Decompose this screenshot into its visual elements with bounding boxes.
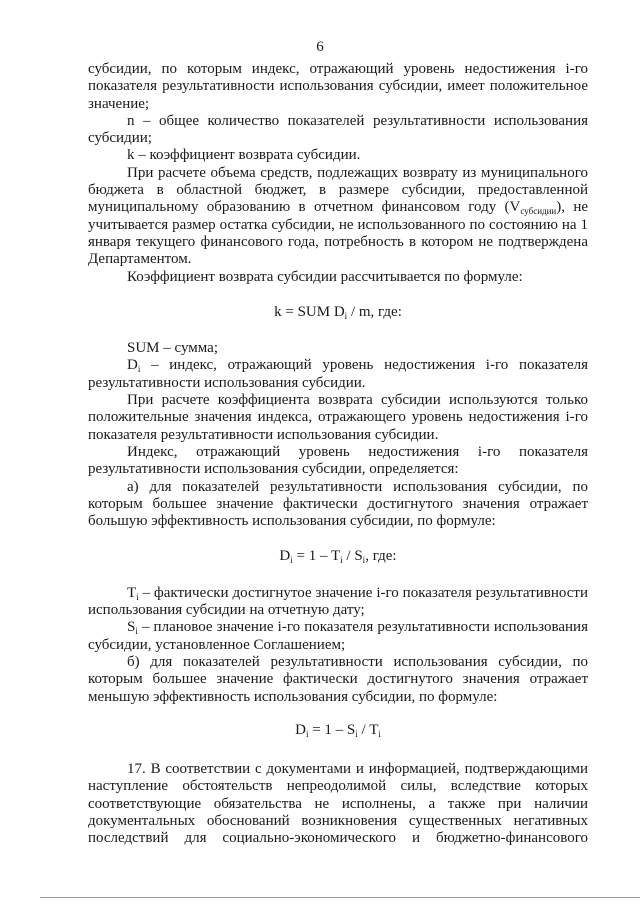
paragraph-ti-definition: $T_i$ – фактически достигнутое значение i-го показателя результативности использования субсидии на отчетную дату; [88,584,588,619]
paragraph-case-b: б) для показателей результативности использования субсидии, по которым большее значение фактически достигнутого значения отражает меньшую эффективность использования субсидии, по формуле: [88,653,588,705]
document-body [88,61,588,848]
paragraph-index-determined: Индекс, отражающий уровень недостижения i-го показателя результативности использования субсидии, определяется: [88,443,588,478]
paragraph-continuation: субсидии, по которым индекс, отражающий уровень недостижения i-го показателя результативности использования субсидии, имеет положительное значение; [88,61,588,112]
formula-di-case-b: $D_i = 1 - S_i / T_i$ [295,721,381,739]
formula-di-case-a: $D_i = 1 - T_i / S_i$, где: [279,548,397,566]
page-number: 6 [316,39,324,55]
paragraph-k-definition: k – коэффициент возврата субсидии. [127,147,361,164]
paragraph-section-17: 17. В соответствии с документами и информацией, подтверждающими наступление обстоятельств непреодолимой силы, вследствие которых соответствующие обязательства не исполнены, а также при наличии документальных обоснований возникновения существенных негативных последствий для социально-экономического и бюджетно-финансового [88,761,588,847]
paragraph-coefficient-intro: Коэффициент возврата субсидии рассчитывается по формуле: [127,268,523,285]
paragraph-si-definition: $S_i$ – плановое значение i-го показателя результативности использования субсидии, установленное Соглашением; [88,619,588,653]
paragraph-volume-calculation: При расчете объема средств, подлежащих возврату из муниципального бюджета в областной бюджет, в размере субсидии, предоставленной муниципальному образованию в отчетном финансовом году $(V_{субсидии})$, не учитывается размер остатка субсидии, не использованного по состоянию на 1 января текущего финансового года, потребность в котором не подтверждена Департаментом. [88,164,589,268]
paragraph-n-definition: n – общее количество показателей результативности использования субсидии; [88,112,588,147]
paragraph-sum-definition: SUM – сумма; [127,340,218,357]
paragraph-positive-values: При расчете коэффициента возврата субсидии используются только положительные значения индекса, отражающего уровень недостижения i-го показателя результативности использования субсидии. [88,392,588,443]
page-bottom-edge [40,897,640,898]
formula-k: k = SUM $D_i$ / m, где: [274,303,402,321]
paragraph-di-definition: $D_i$ – индекс, отражающий уровень недостижения i-го показателя результативности использования субсидии. [88,357,588,391]
paragraph-case-a: а) для показателей результативности использования субсидии, по которым большее значение фактически достигнутого значения отражает большую эффективность использования субсидии, по формуле: [88,478,588,530]
